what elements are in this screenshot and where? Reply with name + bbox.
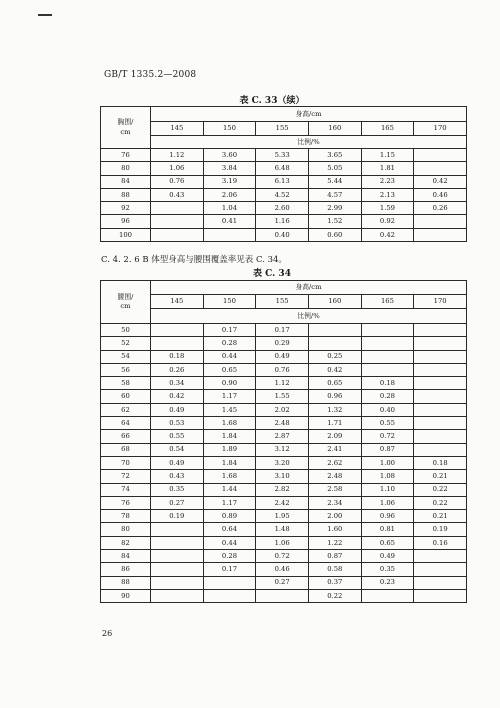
table-cell bbox=[256, 589, 309, 602]
table-cell bbox=[414, 337, 467, 350]
corner-header-unit: cm bbox=[120, 302, 131, 310]
table-cell: 3.84 bbox=[203, 162, 256, 175]
height-column-header: 165 bbox=[361, 122, 414, 136]
table-cell: 2.23 bbox=[361, 175, 414, 188]
table-cell bbox=[414, 377, 467, 390]
table-cell: 1.45 bbox=[203, 403, 256, 416]
table-cell: 1.10 bbox=[361, 483, 414, 496]
table-row bbox=[101, 175, 467, 188]
table-cell: 0.27 bbox=[151, 496, 204, 509]
table-cell: 1.68 bbox=[203, 470, 256, 483]
table-cell: 4.52 bbox=[256, 188, 309, 201]
table-cell bbox=[414, 417, 467, 430]
unit-header-row bbox=[101, 309, 467, 324]
table-cell: 0.16 bbox=[414, 536, 467, 549]
height-column-header: 170 bbox=[414, 295, 467, 309]
row-label: 56 bbox=[101, 363, 151, 376]
corner-header bbox=[101, 281, 151, 324]
table-cell: 2.02 bbox=[256, 403, 309, 416]
table-cell: 0.46 bbox=[414, 188, 467, 201]
table-cell: 2.00 bbox=[308, 510, 361, 523]
corner-header-label: 腰围/ bbox=[117, 292, 134, 301]
table-c34 bbox=[100, 280, 467, 603]
table-cell: 5.33 bbox=[256, 149, 309, 162]
row-label: 58 bbox=[101, 377, 151, 390]
top-margin-mark bbox=[38, 14, 52, 16]
table-cell bbox=[361, 324, 414, 337]
table-cell: 6.13 bbox=[256, 175, 309, 188]
table-row bbox=[101, 403, 467, 416]
table-cell: 0.49 bbox=[256, 350, 309, 363]
table-cell bbox=[414, 563, 467, 576]
table-cell: 0.55 bbox=[151, 430, 204, 443]
table-cell: 3.60 bbox=[203, 149, 256, 162]
table-cell: 0.37 bbox=[308, 576, 361, 589]
table-cell: 0.21 bbox=[414, 510, 467, 523]
table-row bbox=[101, 162, 467, 175]
table-cell bbox=[151, 589, 204, 602]
table-cell: 0.58 bbox=[308, 563, 361, 576]
row-label: 78 bbox=[101, 510, 151, 523]
table-cell bbox=[414, 324, 467, 337]
table-row bbox=[101, 350, 467, 363]
table-cell: 1.00 bbox=[361, 456, 414, 469]
height-column-header: 145 bbox=[151, 295, 204, 309]
table-cell bbox=[414, 589, 467, 602]
table-cell: 0.21 bbox=[414, 470, 467, 483]
table-cell: 6.48 bbox=[256, 162, 309, 175]
row-label: 62 bbox=[101, 403, 151, 416]
table-cell bbox=[151, 324, 204, 337]
table-cell: 0.42 bbox=[414, 175, 467, 188]
corner-header-label: 胸围/ bbox=[117, 118, 134, 127]
table-cell: 0.35 bbox=[151, 483, 204, 496]
table-cell: 1.59 bbox=[361, 202, 414, 215]
row-label: 76 bbox=[101, 496, 151, 509]
table-cell bbox=[151, 215, 204, 228]
table-cell bbox=[414, 149, 467, 162]
table-cell: 0.19 bbox=[414, 523, 467, 536]
table-cell: 0.25 bbox=[308, 350, 361, 363]
table-cell: 0.34 bbox=[151, 377, 204, 390]
table-cell: 2.99 bbox=[308, 202, 361, 215]
unit-header-row bbox=[101, 136, 467, 149]
table-cell bbox=[203, 228, 256, 241]
row-label: 54 bbox=[101, 350, 151, 363]
table-cell: 1.71 bbox=[308, 417, 361, 430]
row-label: 64 bbox=[101, 417, 151, 430]
table-cell: 1.12 bbox=[256, 377, 309, 390]
table-cell bbox=[361, 350, 414, 363]
table-cell: 2.34 bbox=[308, 496, 361, 509]
table-cell: 0.76 bbox=[256, 363, 309, 376]
table-cell: 0.40 bbox=[256, 228, 309, 241]
table-cell: 0.87 bbox=[361, 443, 414, 456]
table-cell: 2.48 bbox=[308, 470, 361, 483]
table-cell bbox=[151, 576, 204, 589]
table-cell: 0.29 bbox=[256, 337, 309, 350]
table-cell: 3.20 bbox=[256, 456, 309, 469]
table-cell bbox=[361, 589, 414, 602]
table-cell: 2.48 bbox=[256, 417, 309, 430]
row-label: 86 bbox=[101, 563, 151, 576]
table-c33 bbox=[100, 106, 467, 242]
table-cell: 0.96 bbox=[308, 390, 361, 403]
table-row bbox=[101, 456, 467, 469]
table-cell: 1.55 bbox=[256, 390, 309, 403]
table-cell: 0.49 bbox=[151, 456, 204, 469]
row-label: 100 bbox=[101, 228, 151, 241]
table-cell bbox=[414, 430, 467, 443]
row-label: 88 bbox=[101, 188, 151, 201]
table-cell: 0.17 bbox=[203, 324, 256, 337]
table-cell bbox=[414, 215, 467, 228]
table-cell: 1.17 bbox=[203, 496, 256, 509]
height-header-row bbox=[101, 122, 467, 136]
table-row bbox=[101, 202, 467, 215]
table-cell bbox=[308, 337, 361, 350]
table-cell: 0.22 bbox=[414, 483, 467, 496]
table-cell: 0.42 bbox=[361, 228, 414, 241]
table-row bbox=[101, 149, 467, 162]
table-cell bbox=[414, 390, 467, 403]
row-label: 68 bbox=[101, 443, 151, 456]
table-cell: 0.28 bbox=[203, 337, 256, 350]
row-label: 50 bbox=[101, 324, 151, 337]
row-label: 70 bbox=[101, 456, 151, 469]
table-cell bbox=[414, 576, 467, 589]
table-row bbox=[101, 443, 467, 456]
row-label: 96 bbox=[101, 215, 151, 228]
height-header-row bbox=[101, 295, 467, 309]
table-cell: 2.09 bbox=[308, 430, 361, 443]
table-cell: 2.41 bbox=[308, 443, 361, 456]
table-cell: 0.87 bbox=[308, 550, 361, 563]
table-row bbox=[101, 215, 467, 228]
height-column-header: 165 bbox=[361, 295, 414, 309]
table-cell: 5.05 bbox=[308, 162, 361, 175]
table-row bbox=[101, 363, 467, 376]
table-cell: 1.22 bbox=[308, 536, 361, 549]
table-cell: 0.65 bbox=[203, 363, 256, 376]
table-cell: 0.81 bbox=[361, 523, 414, 536]
table-row bbox=[101, 430, 467, 443]
table-cell bbox=[414, 228, 467, 241]
page-number: 26 bbox=[102, 629, 113, 638]
table-c34-caption: 表 C. 34 bbox=[253, 269, 291, 279]
table-cell bbox=[203, 589, 256, 602]
table-cell: 0.22 bbox=[308, 589, 361, 602]
table-cell: 0.65 bbox=[361, 536, 414, 549]
height-column-header: 155 bbox=[256, 295, 309, 309]
row-label: 88 bbox=[101, 576, 151, 589]
table-cell: 0.28 bbox=[203, 550, 256, 563]
table-cell bbox=[414, 403, 467, 416]
table-row bbox=[101, 563, 467, 576]
table-cell bbox=[361, 363, 414, 376]
row-label: 80 bbox=[101, 162, 151, 175]
table-cell: 0.26 bbox=[151, 363, 204, 376]
table-cell: 0.64 bbox=[203, 523, 256, 536]
height-column-header: 150 bbox=[203, 122, 256, 136]
table-cell: 1.04 bbox=[203, 202, 256, 215]
table-cell: 0.42 bbox=[308, 363, 361, 376]
table-cell: 0.76 bbox=[151, 175, 204, 188]
table-row bbox=[101, 228, 467, 241]
table-cell: 0.22 bbox=[414, 496, 467, 509]
table-cell: 0.55 bbox=[361, 417, 414, 430]
table-cell bbox=[151, 523, 204, 536]
table-cell: 0.18 bbox=[414, 456, 467, 469]
table-cell: 1.16 bbox=[256, 215, 309, 228]
table-cell: 0.40 bbox=[361, 403, 414, 416]
table-cell: 1.06 bbox=[361, 496, 414, 509]
table-cell: 2.06 bbox=[203, 188, 256, 201]
table-row bbox=[101, 188, 467, 201]
table-row bbox=[101, 337, 467, 350]
height-group-header: 身高/cm bbox=[151, 107, 467, 122]
table-cell bbox=[151, 228, 204, 241]
table-cell: 0.27 bbox=[256, 576, 309, 589]
table-cell: 0.60 bbox=[308, 228, 361, 241]
height-column-header: 145 bbox=[151, 122, 204, 136]
table-cell: 1.06 bbox=[151, 162, 204, 175]
table-cell bbox=[361, 337, 414, 350]
row-label: 84 bbox=[101, 175, 151, 188]
table-cell: 1.89 bbox=[203, 443, 256, 456]
table-cell: 1.48 bbox=[256, 523, 309, 536]
height-column-header: 170 bbox=[414, 122, 467, 136]
table-cell: 0.43 bbox=[151, 188, 204, 201]
table-cell: 0.26 bbox=[414, 202, 467, 215]
table-cell bbox=[414, 550, 467, 563]
table-cell: 2.58 bbox=[308, 483, 361, 496]
table-cell bbox=[151, 202, 204, 215]
table-cell: 0.35 bbox=[361, 563, 414, 576]
row-label: 74 bbox=[101, 483, 151, 496]
row-label: 66 bbox=[101, 430, 151, 443]
table-cell: 1.17 bbox=[203, 390, 256, 403]
row-label: 92 bbox=[101, 202, 151, 215]
table-cell: 0.17 bbox=[203, 563, 256, 576]
table-cell: 1.12 bbox=[151, 149, 204, 162]
table-cell: 0.23 bbox=[361, 576, 414, 589]
table-cell bbox=[151, 563, 204, 576]
table-cell: 3.12 bbox=[256, 443, 309, 456]
table-row bbox=[101, 510, 467, 523]
table-cell: 0.18 bbox=[151, 350, 204, 363]
table-cell bbox=[151, 337, 204, 350]
table-c33-caption: 表 C. 33（续） bbox=[239, 96, 305, 106]
header-row bbox=[101, 107, 467, 122]
table-cell: 0.46 bbox=[256, 563, 309, 576]
table-cell: 1.08 bbox=[361, 470, 414, 483]
table-cell: 3.65 bbox=[308, 149, 361, 162]
table-cell: 0.65 bbox=[308, 377, 361, 390]
table-cell: 1.52 bbox=[308, 215, 361, 228]
table-cell: 1.84 bbox=[203, 430, 256, 443]
table-cell: 0.89 bbox=[203, 510, 256, 523]
table-cell: 2.13 bbox=[361, 188, 414, 201]
table-cell: 2.62 bbox=[308, 456, 361, 469]
table-cell: 0.49 bbox=[361, 550, 414, 563]
table-cell: 0.28 bbox=[361, 390, 414, 403]
height-column-header: 160 bbox=[308, 295, 361, 309]
document-code: GB/T 1335.2—2008 bbox=[104, 70, 197, 80]
table-cell: 1.68 bbox=[203, 417, 256, 430]
header-row bbox=[101, 281, 467, 295]
table-cell: 0.90 bbox=[203, 377, 256, 390]
row-label: 72 bbox=[101, 470, 151, 483]
table-row bbox=[101, 417, 467, 430]
table-cell: 0.19 bbox=[151, 510, 204, 523]
table-cell: 1.06 bbox=[256, 536, 309, 549]
table-row bbox=[101, 324, 467, 337]
table-cell: 1.81 bbox=[361, 162, 414, 175]
table-cell: 2.87 bbox=[256, 430, 309, 443]
table-cell bbox=[151, 550, 204, 563]
ratio-header: 比例/% bbox=[151, 136, 467, 149]
table-cell: 0.72 bbox=[361, 430, 414, 443]
table-cell: 1.84 bbox=[203, 456, 256, 469]
table-cell: 4.57 bbox=[308, 188, 361, 201]
table-cell: 2.82 bbox=[256, 483, 309, 496]
row-label: 60 bbox=[101, 390, 151, 403]
height-group-header: 身高/cm bbox=[151, 281, 467, 295]
table-cell bbox=[414, 350, 467, 363]
table-cell: 2.42 bbox=[256, 496, 309, 509]
height-column-header: 160 bbox=[308, 122, 361, 136]
table-cell bbox=[414, 443, 467, 456]
table-cell: 0.53 bbox=[151, 417, 204, 430]
ratio-header: 比例/% bbox=[151, 309, 467, 324]
table-cell: 0.17 bbox=[256, 324, 309, 337]
table-row bbox=[101, 483, 467, 496]
table-row bbox=[101, 536, 467, 549]
height-column-header: 150 bbox=[203, 295, 256, 309]
table-cell: 0.72 bbox=[256, 550, 309, 563]
table-cell: 1.15 bbox=[361, 149, 414, 162]
table-cell: 5.44 bbox=[308, 175, 361, 188]
table-cell bbox=[414, 363, 467, 376]
table-cell: 3.10 bbox=[256, 470, 309, 483]
table-cell: 1.32 bbox=[308, 403, 361, 416]
table-cell: 3.19 bbox=[203, 175, 256, 188]
row-label: 90 bbox=[101, 589, 151, 602]
table-cell: 1.44 bbox=[203, 483, 256, 496]
table-row bbox=[101, 589, 467, 602]
table-row bbox=[101, 470, 467, 483]
table-cell: 0.44 bbox=[203, 350, 256, 363]
table-cell: 0.43 bbox=[151, 470, 204, 483]
row-label: 82 bbox=[101, 536, 151, 549]
table-row bbox=[101, 523, 467, 536]
table-cell: 1.60 bbox=[308, 523, 361, 536]
table-row bbox=[101, 550, 467, 563]
table-cell bbox=[308, 324, 361, 337]
table-cell: 0.54 bbox=[151, 443, 204, 456]
row-label: 80 bbox=[101, 523, 151, 536]
table-cell bbox=[203, 576, 256, 589]
table-row bbox=[101, 576, 467, 589]
table-cell: 0.42 bbox=[151, 390, 204, 403]
table-row bbox=[101, 377, 467, 390]
table-cell: 0.41 bbox=[203, 215, 256, 228]
row-label: 52 bbox=[101, 337, 151, 350]
table-cell: 0.49 bbox=[151, 403, 204, 416]
height-column-header: 155 bbox=[256, 122, 309, 136]
corner-header bbox=[101, 107, 151, 149]
table-row bbox=[101, 496, 467, 509]
table-cell bbox=[414, 162, 467, 175]
row-label: 76 bbox=[101, 149, 151, 162]
table-cell: 0.92 bbox=[361, 215, 414, 228]
table-cell: 0.96 bbox=[361, 510, 414, 523]
table-cell: 0.44 bbox=[203, 536, 256, 549]
table-cell bbox=[151, 536, 204, 549]
clause-c-4-2-6: C. 4. 2. 6 B 体型身高与腰围覆盖率见表 C. 34。 bbox=[101, 255, 287, 265]
table-cell: 2.60 bbox=[256, 202, 309, 215]
table-row bbox=[101, 390, 467, 403]
table-cell: 0.18 bbox=[361, 377, 414, 390]
corner-header-unit: cm bbox=[120, 127, 131, 136]
row-label: 84 bbox=[101, 550, 151, 563]
table-cell: 1.95 bbox=[256, 510, 309, 523]
